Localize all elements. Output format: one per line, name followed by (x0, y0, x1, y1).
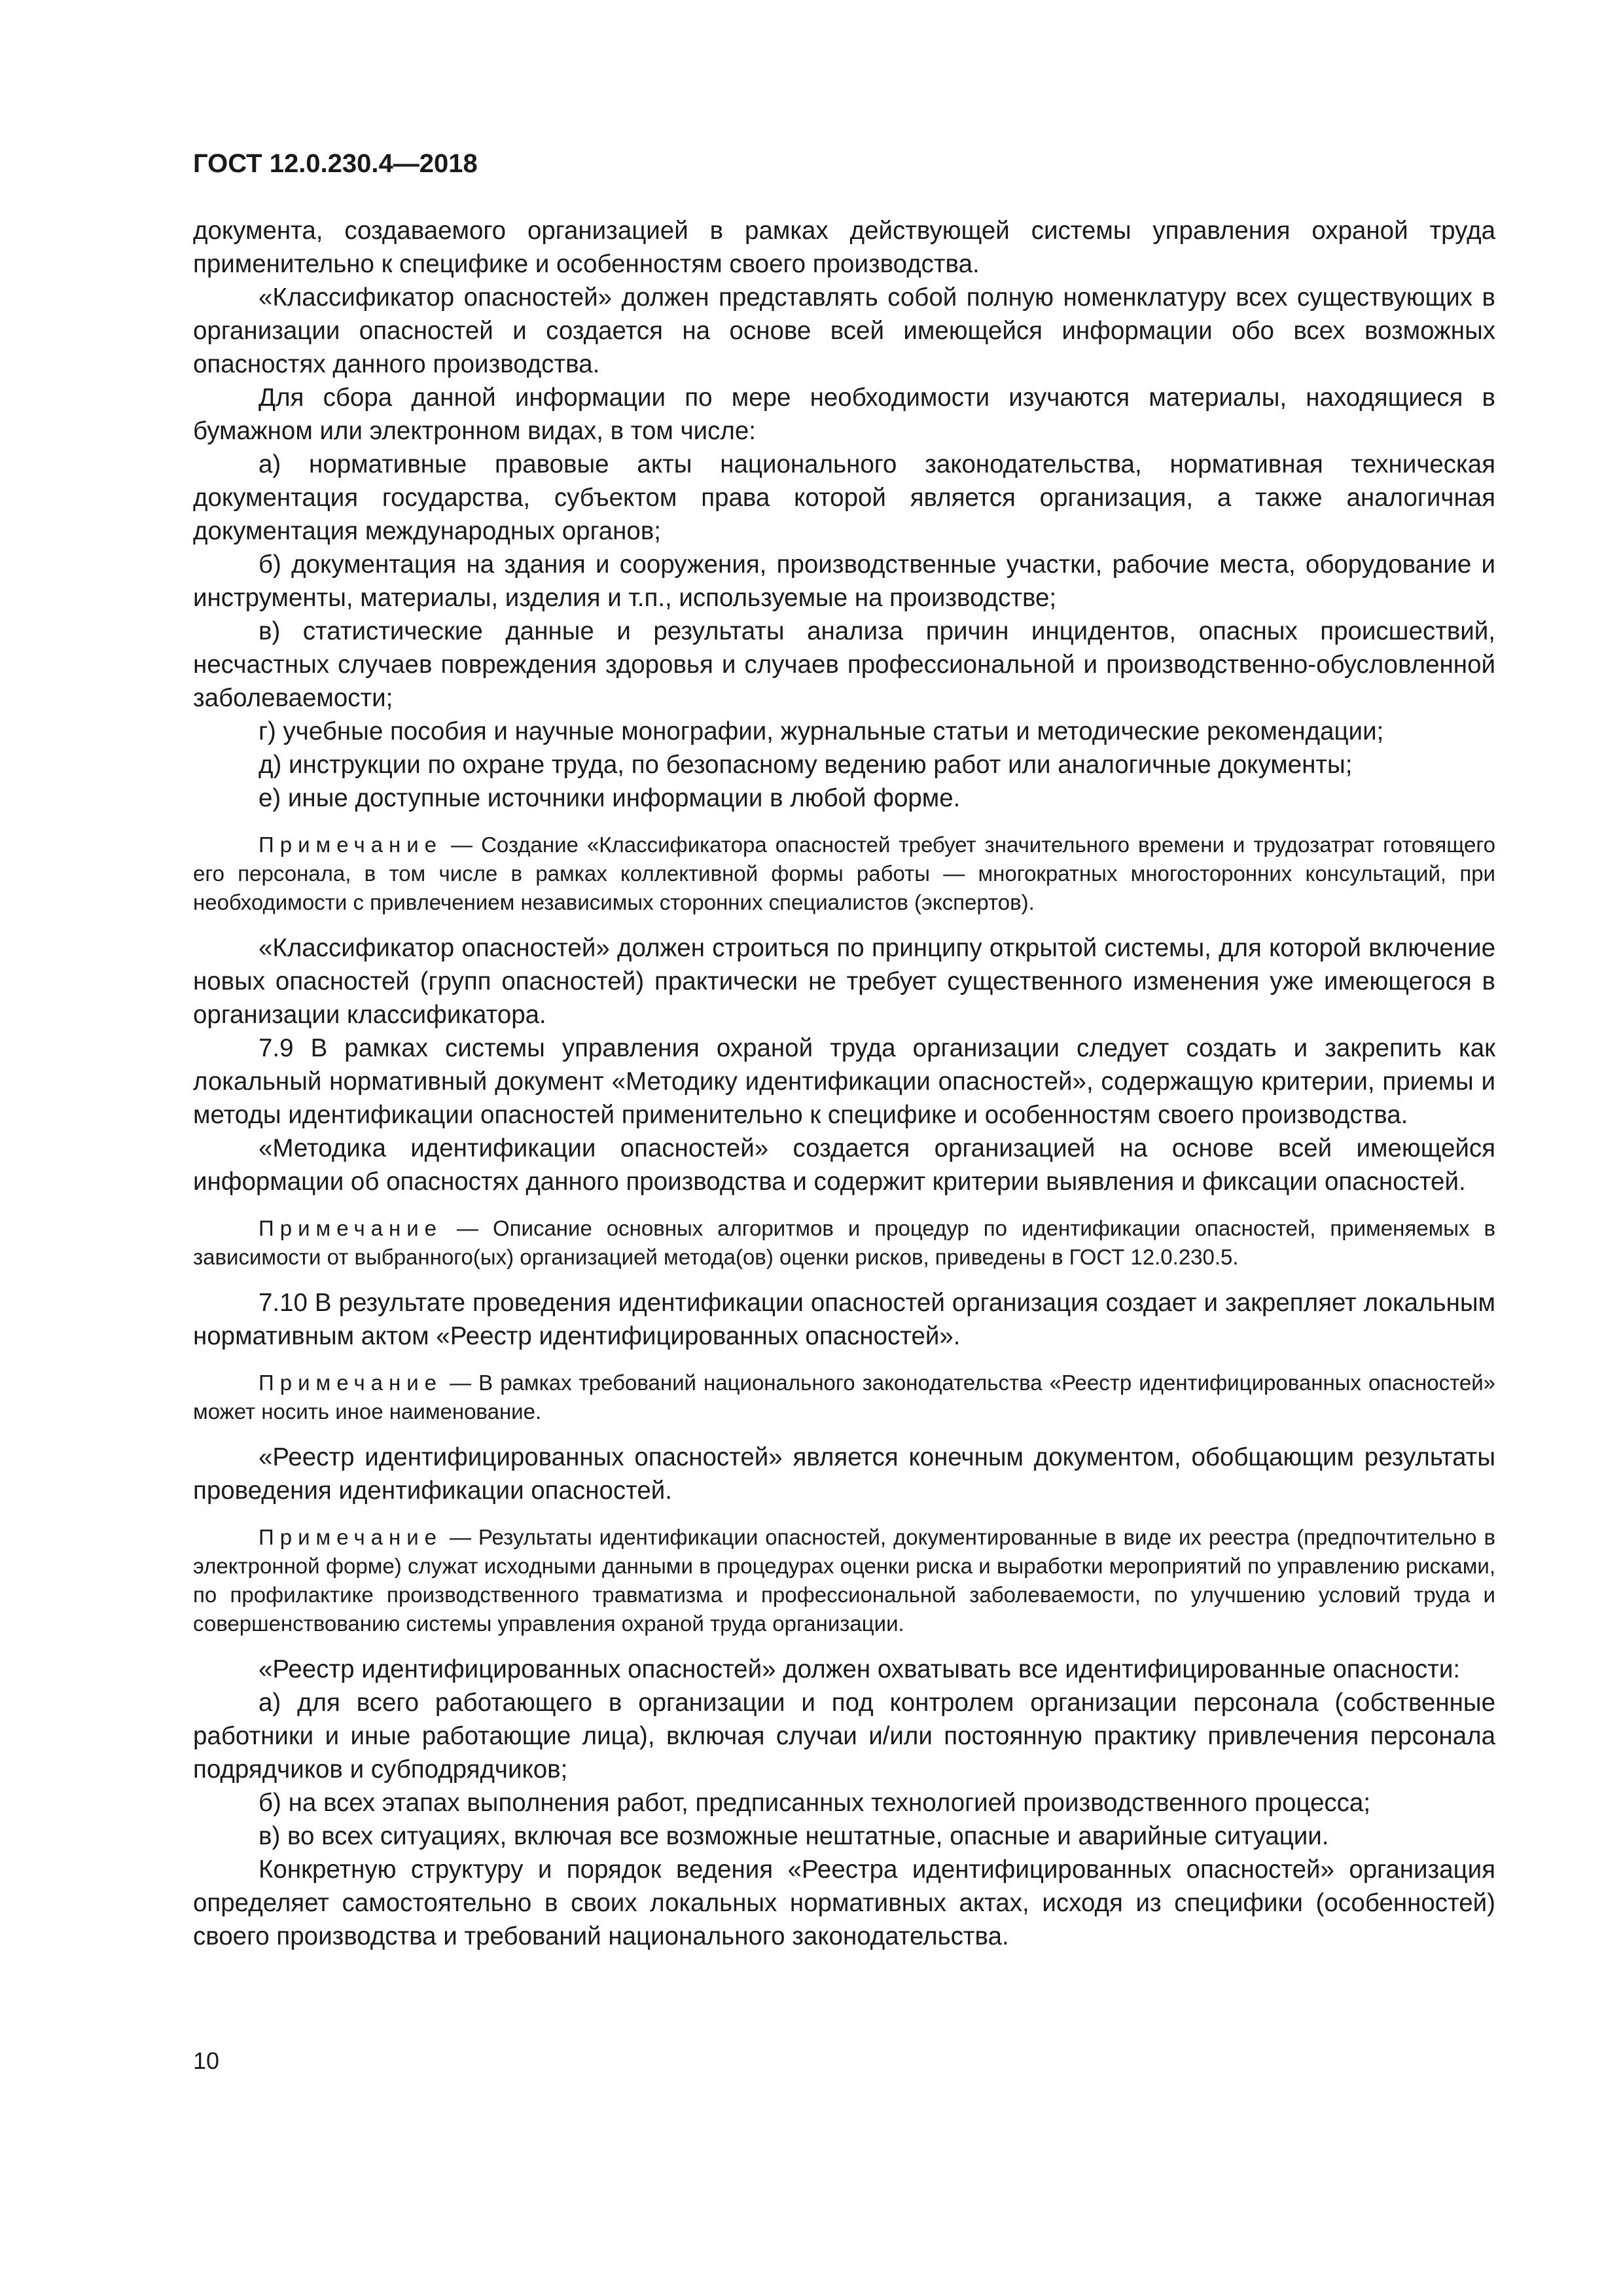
list-item-sources-b: б) документация на здания и сооружения, производственные участки, рабочие места, оборудование и инструменты, материалы, изделия и т.п., используемые на производстве; (193, 550, 1495, 612)
list-item-sources-e: е) иные доступные источники информации в любой форме. (259, 784, 961, 812)
paragraph-open-system: «Классификатор опасностей» должен строиться по принципу открытой системы, для которой включение новых опасностей (групп опасностей) практически не требует существенного изменения уже имеющегося в организации классификатора. (193, 934, 1495, 1029)
note-2 (193, 1214, 1495, 1272)
note-4-text: — Результаты идентификации опасностей, документированные в виде их реестра (предпочтительно в электронной форме) служат исходными данными в процедурах оценки риска и выработки мероприятий по управлению рисками, по профилактике производственного травматизма и профессиональной заболеваемости, по улучшению условий труда и совершенствованию системы управления охраной труда организации. (193, 1525, 1495, 1636)
paragraph-registry-structure: Конкретную структуру и порядок ведения «Реестра идентифицированных опасностей» организация определяет самостоятельно в своих локальных нормативных актах, исходя из специфики (особенностей) своего производства и требований национального законодательства. (193, 1856, 1495, 1950)
note-3 (193, 1369, 1495, 1426)
note-2-text: — Описание основных алгоритмов и процедур по идентификации опасностей, применяемых в зависимости от выбранного(ых) организацией метода(ов) оценки рисков, приведены в ГОСТ 12.0.230.5. (193, 1216, 1495, 1269)
note-label: Примечание (259, 1525, 443, 1549)
paragraph-methodology: «Методика идентификации опасностей» создается организацией на основе всей имеющейся информации об опасностях данного производства и содержит критерии выявления и фиксации опасностей. (193, 1134, 1495, 1196)
note-label: Примечание (259, 1371, 443, 1395)
note-1 (193, 831, 1495, 917)
page-number: 10 (193, 2047, 220, 2074)
paragraph-continuation: документа, создаваемого организацией в рамках действующей системы управления охраной труда применительно к специфике и особенностям своего производства. (193, 217, 1495, 278)
note-label: Примечание (259, 1216, 443, 1240)
paragraph-registry-scope: «Реестр идентифицированных опасностей» должен охватывать все идентифицированные опасности: (259, 1655, 1461, 1683)
list-item-scope-b: б) на всех этапах выполнения работ, предписанных технологией производственного процесса; (259, 1789, 1371, 1817)
document-page (193, 147, 1495, 1953)
document-header: ГОСТ 12.0.230.4—2018 (193, 149, 478, 178)
list-item-scope-v: в) во всех ситуациях, включая все возможные нештатные, опасные и аварийные ситуации. (259, 1822, 1329, 1850)
note-label: Примечание (259, 833, 443, 857)
paragraph-registry-final: «Реестр идентифицированных опасностей» является конечным документом, обобщающим результаты проведения идентификации опасностей. (193, 1443, 1495, 1505)
list-item-sources-g: г) учебные пособия и научные монографии, журнальные статьи и методические рекомендации; (259, 717, 1384, 745)
paragraph-section-7-10: 7.10 В результате проведения идентификации опасностей организация создает и закрепляет локальным нормативным актом «Реестр идентифицированных опасностей». (193, 1289, 1495, 1350)
note-1-text: — Создание «Классификатора опасностей требует значительного времени и трудозатрат готовящего его персонала, в том числе в рамках коллективной формы работы — многократных многосторонних консультаций, при необходимости с привлечением независимых сторонних специалистов (экспертов). (193, 833, 1495, 914)
list-item-sources-v: в) статистические данные и результаты анализа причин инцидентов, опасных происшествий, несчастных случаев повреждения здоровья и случаев профессиональной и производственно-обусловленной заболеваемости; (193, 617, 1495, 712)
list-item-scope-a: а) для всего работающего в организации и под контролем организации персонала (собственные работники и иные работающие лица), включая случаи и/или постоянную практику привлечения персонала подрядчиков и субподрядчиков; (193, 1689, 1495, 1784)
paragraph-section-7-9: 7.9 В рамках системы управления охраной труда организации следует создать и закрепить как локальный нормативный документ «Методику идентификации опасностей», содержащую критерии, приемы и методы идентификации опасностей применительно к специфике и особенностям своего производства. (193, 1034, 1495, 1129)
paragraph-info-sources: Для сбора данной информации по мере необходимости изучаются материалы, находящиеся в бумажном или электронном видах, в том числе: (193, 384, 1495, 445)
note-3-text: — В рамках требований национального законодательства «Реестр идентифицированных опасностей» может носить иное наименование. (193, 1371, 1495, 1424)
list-item-sources-a: а) нормативные правовые акты национального законодательства, нормативная техническая документация государства, субъектом права которой является организация, а также аналогичная документация международных органов; (193, 450, 1495, 545)
paragraph-classifier-definition: «Классификатор опасностей» должен представлять собой полную номенклатуру всех существующих в организации опасностей и создается на основе всей имеющейся информации обо всех возможных опасностях данного производства. (193, 283, 1495, 378)
note-4 (193, 1523, 1495, 1638)
list-item-sources-d: д) инструкции по охране труда, по безопасному ведению работ или аналогичные документы; (259, 751, 1353, 779)
